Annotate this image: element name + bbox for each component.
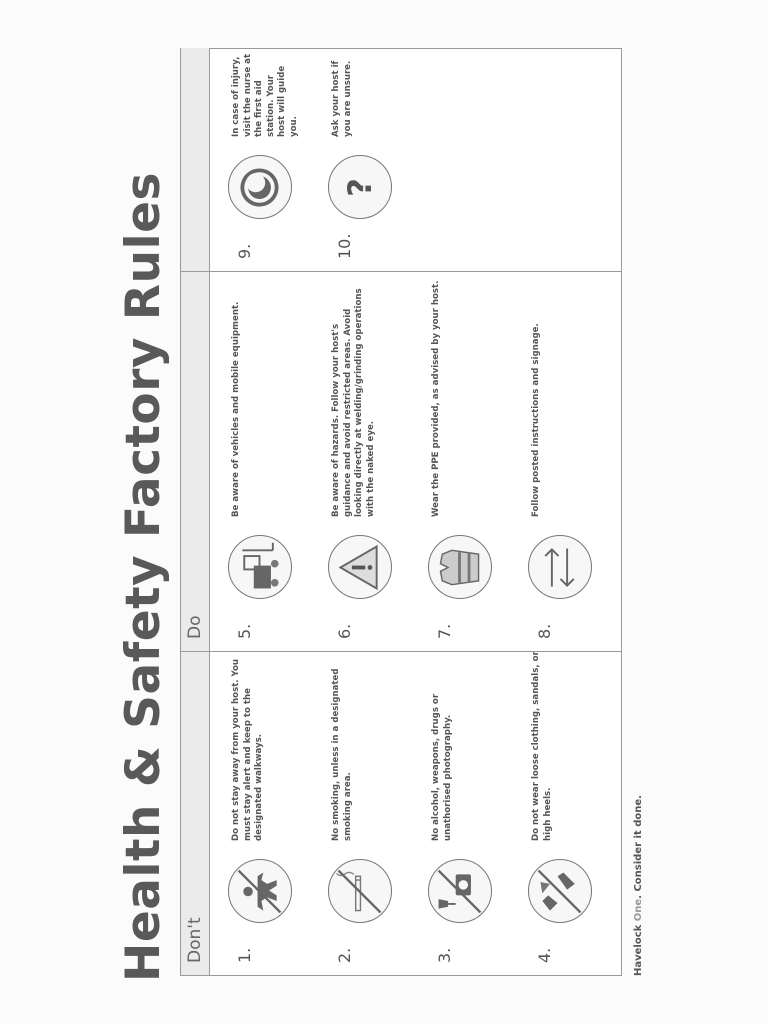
forklift-icon: [228, 535, 292, 599]
rule-row: [221, 271, 321, 651]
rule-text: Do not stay away from your host. You must stay alert and keep to the designated walkways.: [231, 658, 264, 841]
do-column-header: Do: [181, 271, 210, 651]
rule-number: 9.: [235, 243, 254, 259]
rules-table: [180, 48, 622, 976]
svg-text:?: ?: [340, 178, 379, 197]
brand-name: Havelock: [633, 924, 644, 976]
rule-row: [221, 48, 321, 271]
rule-number: 4.: [535, 947, 554, 963]
rule-row: [521, 651, 621, 975]
rule-text: Be aware of vehicles and mobile equipment.: [231, 301, 241, 517]
restricted-person-icon: [228, 859, 292, 923]
do-column: [181, 271, 621, 652]
do-column-continued: [181, 48, 621, 272]
rule-text: Ask your host if you are unsure.: [331, 60, 353, 137]
rule-row: [321, 651, 421, 975]
rule-text: In case of injury, visit the nurse at the first aid station. Your host will guide you.: [231, 53, 299, 137]
brand-suffix: One: [633, 898, 644, 922]
question-mark-icon: [328, 155, 392, 219]
hazard-warning-icon: [328, 535, 392, 599]
dont-column: [181, 651, 621, 975]
first-aid-crescent-icon: [228, 155, 292, 219]
rule-text: Wear the PPE provided, as advised by your host.: [431, 280, 441, 517]
rule-row: [421, 651, 521, 975]
rule-number: 8.: [535, 623, 554, 639]
rule-number: 5.: [235, 623, 254, 639]
rule-text: No smoking, unless in a designated smoking area.: [331, 668, 353, 841]
footer: [633, 795, 644, 976]
no-smoking-icon: [328, 859, 392, 923]
rule-number: 10.: [335, 233, 354, 259]
rule-number: 3.: [435, 947, 454, 963]
page-title: Health & Safety Factory Rules: [116, 171, 171, 982]
rule-row: [221, 651, 321, 975]
do-column-continued-header: [181, 48, 210, 271]
rule-row: [521, 271, 621, 651]
direction-arrows-icon: [528, 535, 592, 599]
rule-number: 6.: [335, 623, 354, 639]
rule-text: Be aware of hazards. Follow your host's guidance and avoid restricted areas. Avoid looking directly at welding/grinding operations with the naked eye.: [331, 288, 376, 517]
rule-number: 7.: [435, 623, 454, 639]
rule-number: 2.: [335, 947, 354, 963]
rule-row: [321, 48, 421, 271]
rule-text: Do not wear loose clothing, sandals, or high heels.: [531, 651, 553, 841]
rule-text: Follow posted instructions and signage.: [531, 323, 541, 517]
rule-number: 1.: [235, 947, 254, 963]
tagline: . Consider it done.: [633, 795, 644, 899]
no-loose-clothing-icon: [528, 859, 592, 923]
rule-row: [321, 271, 421, 651]
no-alcohol-camera-icon: [428, 859, 492, 923]
rule-text: No alcohol, weapons, drugs or unathorised photography.: [431, 693, 453, 841]
rule-row: [421, 271, 521, 651]
dont-column-header: Don't: [181, 651, 210, 975]
safety-vest-icon: [428, 535, 492, 599]
